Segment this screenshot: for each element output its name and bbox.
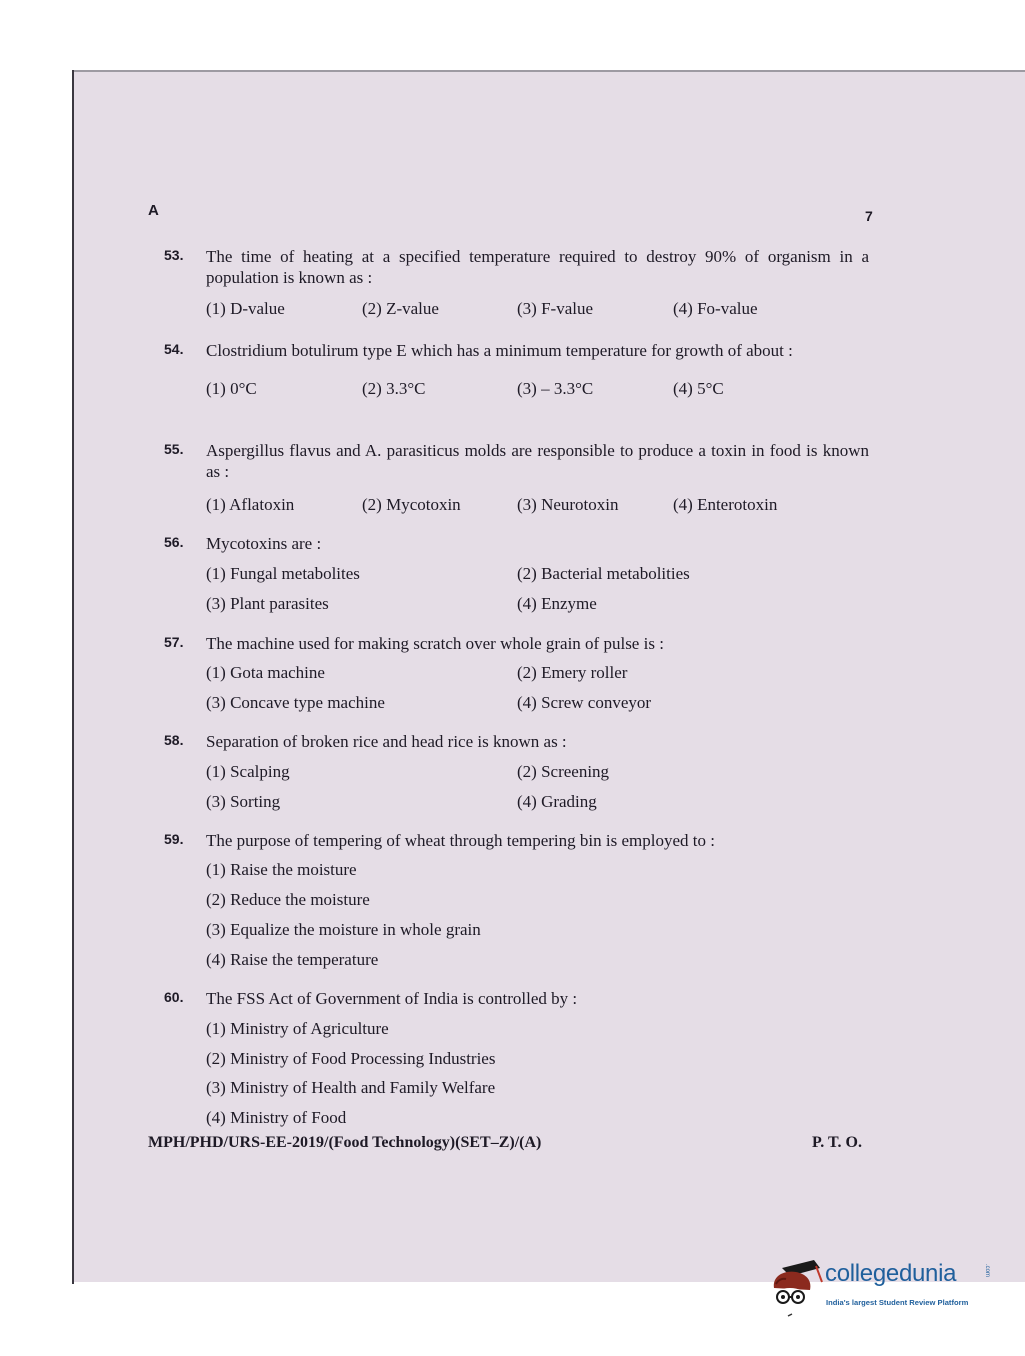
options [206,482,869,512]
collegedunia-watermark [768,1254,998,1324]
option-3[interactable]: (3) Ministry of Health and Family Welfare [206,1078,496,1097]
question-text: The purpose of tempering of wheat through tempering bin is employed to : [206,831,715,850]
question-text: The time of heating at a specified temperature required to destroy 90% of organism in a population is known as : [206,247,869,287]
question-number: 55. [164,441,184,457]
option-2[interactable]: (2) Mycotoxin [362,495,461,514]
question-60 [164,988,869,1129]
option-1[interactable]: (1) Fungal metabolites [206,564,360,583]
set-letter: A [148,202,159,219]
option-2[interactable]: (2) 3.3°C [362,379,426,398]
question-text: Separation of broken rice and head rice is known as : [206,732,567,751]
scan-edge-left [72,70,74,1284]
question-55 [164,440,869,512]
question-number: 57. [164,634,184,650]
question-number: 56. [164,534,184,550]
option-4[interactable]: (4) Raise the temperature [206,950,379,969]
question-59 [164,830,869,971]
option-4[interactable]: (4) Enzyme [517,594,597,613]
option-4[interactable]: (4) Grading [517,792,597,811]
question-57 [164,633,869,714]
option-2[interactable]: (2) Emery roller [517,663,628,682]
option-3[interactable]: (3) – 3.3°C [517,379,594,398]
option-1[interactable]: (1) Ministry of Agriculture [206,1019,389,1038]
option-3[interactable]: (3) Concave type machine [206,693,385,712]
option-2[interactable]: (2) Z-value [362,299,439,318]
question-number: 54. [164,341,184,357]
option-1[interactable]: (1) Scalping [206,762,290,781]
option-1[interactable]: (1) Raise the moisture [206,860,357,879]
option-1[interactable]: (1) Gota machine [206,663,325,682]
option-4[interactable]: (4) Enterotoxin [673,495,778,514]
option-4[interactable]: (4) Screw conveyor [517,693,652,712]
option-1[interactable]: (1) Aflatoxin [206,495,295,514]
question-number: 60. [164,989,184,1005]
brand-tagline: India's largest Student Review Platform [826,1298,969,1307]
options [206,654,869,714]
options [206,361,869,398]
option-2[interactable]: (2) Bacterial metabolities [517,564,690,583]
option-3[interactable]: (3) Sorting [206,792,281,811]
question-54 [164,340,869,398]
brand-name: collegedunia [825,1260,957,1287]
brand-domain-suffix: .com [984,1264,990,1278]
question-text: Aspergillus flavus and A. parasiticus molds are responsible to produce a toxin in food is known as : [206,441,869,481]
option-1[interactable]: (1) 0°C [206,379,257,398]
graduate-mascot-icon [768,1254,824,1322]
question-text: The machine used for making scratch over whole grain of pulse is : [206,634,664,653]
paper-code: MPH/PHD/URS-EE-2019/(Food Technology)(SET–Z)/(A) [148,1134,542,1151]
page-number: 7 [865,208,873,224]
option-4[interactable]: (4) 5°C [673,379,724,398]
pto-label: P. T. O. [812,1134,862,1151]
option-4[interactable]: (4) Ministry of Food [206,1108,347,1127]
question-56 [164,533,869,614]
option-3[interactable]: (3) Equalize the moisture in whole grain [206,920,481,939]
options [206,554,869,614]
question-58 [164,731,869,812]
question-text: The FSS Act of Government of India is controlled by : [206,989,578,1008]
option-4[interactable]: (4) Fo-value [673,299,758,318]
question-number: 59. [164,831,184,847]
question-text: Clostridium botulirum type E which has a minimum temperature for growth of about : [206,341,793,360]
option-2[interactable]: (2) Reduce the moisture [206,890,370,909]
question-53 [164,246,869,318]
question-number: 58. [164,732,184,748]
option-3[interactable]: (3) Plant parasites [206,594,329,613]
options [206,851,869,971]
question-number: 53. [164,247,184,263]
question-text: Mycotoxins are : [206,534,322,553]
option-3[interactable]: (3) Neurotoxin [517,495,619,514]
option-3[interactable]: (3) F-value [517,299,594,318]
option-2[interactable]: (2) Ministry of Food Processing Industries [206,1049,496,1068]
option-2[interactable]: (2) Screening [517,762,610,781]
options [206,752,869,812]
option-1[interactable]: (1) D-value [206,299,285,318]
options [206,1009,869,1129]
options [206,288,869,318]
